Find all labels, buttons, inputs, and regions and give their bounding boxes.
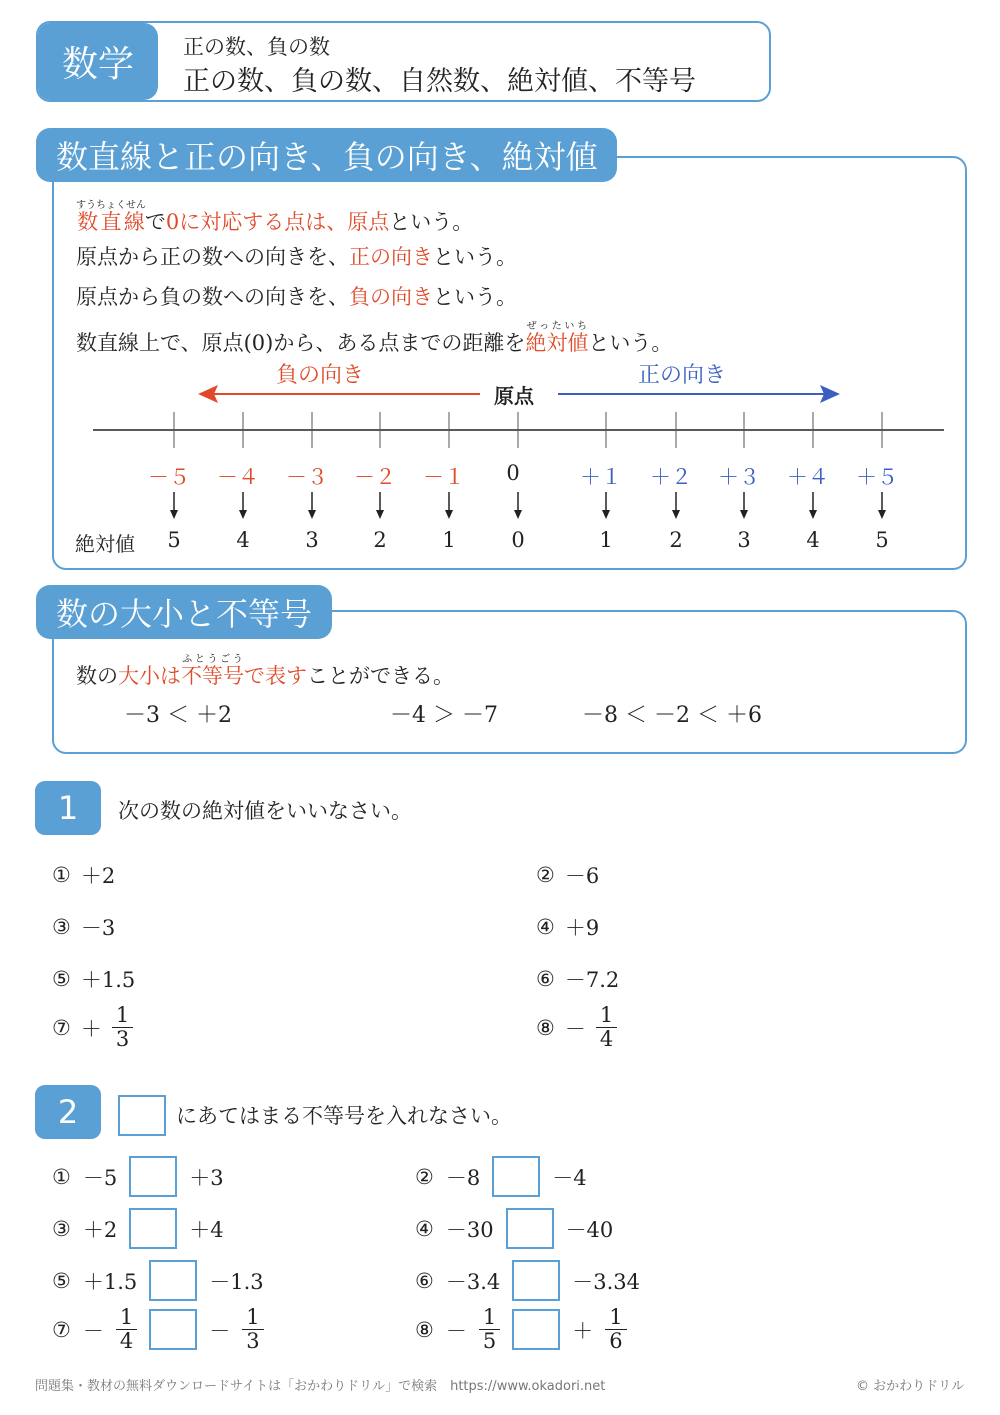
item-number: ④: [415, 1216, 434, 1241]
arrow-head: [376, 510, 384, 519]
item-value: －3: [80, 916, 116, 940]
answer-box[interactable]: [129, 1208, 177, 1249]
footer-text: 問題集・教材の無料ダウンロードサイトは「おかわりドリル」で検索 https://www.okadori.net: [35, 1379, 606, 1394]
question-2-item: [52, 1208, 224, 1249]
term: 数直線: [76, 210, 146, 234]
item-number: ⑧: [415, 1317, 434, 1342]
item-number: ①: [52, 1164, 71, 1189]
answer-box[interactable]: [129, 1156, 177, 1197]
answer-box[interactable]: [512, 1260, 560, 1301]
arrow-head: [445, 510, 453, 519]
ruby-term: [76, 200, 146, 234]
text: 原点から正の数への向きを、: [76, 245, 349, 269]
definition-line: [76, 321, 672, 357]
item-value: ＋2: [80, 864, 116, 888]
denominator: 5: [482, 1329, 497, 1354]
denominator: 3: [115, 1027, 130, 1052]
example-1: －3 ＜ ＋2: [124, 703, 232, 728]
item-number: ⑥: [415, 1268, 434, 1293]
definition-line: [76, 241, 517, 271]
text: ことができる。: [307, 664, 454, 688]
example-3: －8 ＜ －2 ＜ ＋6: [582, 703, 762, 728]
value-b: －40: [565, 1217, 614, 1242]
inequality-definition: [76, 654, 454, 690]
text: という。: [433, 285, 517, 309]
definition-line: [76, 200, 473, 236]
question-1-item: [52, 912, 115, 942]
tick-label: －４: [217, 465, 259, 489]
highlight-text: 正の向き: [349, 245, 433, 269]
item-number: ②: [415, 1164, 434, 1189]
numerator: 1: [242, 1306, 263, 1330]
absolute-value: 2: [373, 528, 387, 552]
text: 数の: [76, 664, 118, 688]
text: という。: [389, 210, 474, 234]
answer-box[interactable]: [492, 1156, 540, 1197]
value-b: ＋3: [189, 1165, 224, 1190]
item-number: ⑥: [536, 967, 555, 991]
fraction: [112, 1004, 133, 1051]
question-1-item: [536, 912, 599, 942]
header-title: 正の数、負の数、自然数、絶対値、不等号: [183, 66, 696, 97]
question-2-number: 2: [35, 1085, 101, 1139]
negative-direction-label: 負の向き: [276, 363, 365, 388]
question-1-item: [536, 964, 619, 994]
tick-label: ＋４: [787, 465, 829, 489]
answer-box[interactable]: [149, 1309, 197, 1350]
question-1-item: [52, 964, 135, 994]
highlight-text: 0に対応する点は、: [165, 210, 348, 234]
item-number: ③: [52, 1216, 71, 1241]
positive-direction-label: 正の向き: [638, 363, 727, 388]
text: という。: [433, 245, 517, 269]
text: 原点から負の数への向きを、: [76, 285, 349, 309]
absolute-value: 3: [305, 528, 319, 552]
absolute-value: 4: [236, 528, 250, 552]
item-value: －6: [564, 864, 600, 888]
origin-label: 原点: [494, 384, 534, 408]
answer-box[interactable]: [149, 1260, 197, 1301]
arrow-head: [809, 510, 817, 519]
arrow-head: [602, 510, 610, 519]
section-inequality-title: 数の大小と不等号: [36, 585, 332, 639]
text: という。: [588, 331, 673, 355]
tick-label: －３: [286, 465, 328, 489]
tick-label: ＋１: [580, 465, 622, 489]
answer-box-example: [118, 1095, 166, 1136]
tick-label: ＋３: [718, 465, 760, 489]
question-2-item: [415, 1306, 627, 1353]
item-number: ⑤: [52, 1268, 71, 1293]
definition-line: [76, 281, 517, 311]
text: 数直線上で、原点(0)から、ある点までの距離を: [76, 331, 526, 355]
item-value: －7.2: [564, 968, 620, 992]
absolute-value: 2: [669, 528, 683, 552]
question-2-item: [52, 1306, 264, 1353]
numerator: 1: [479, 1306, 500, 1330]
fraction: [596, 1004, 617, 1051]
footer-copyright: © おかわりドリル: [856, 1379, 965, 1394]
number-line-graphic: [0, 380, 1000, 520]
denominator: 4: [599, 1027, 614, 1052]
arrow-head: [239, 510, 247, 519]
item-number: ③: [52, 915, 71, 939]
arrow-head: [514, 510, 522, 519]
absolute-value: 1: [599, 528, 613, 552]
numerator: 1: [605, 1306, 626, 1330]
numerator: 1: [116, 1306, 137, 1330]
item-number: ①: [52, 863, 71, 887]
worksheet-header: [36, 21, 771, 102]
highlight-text: で表す: [244, 664, 307, 688]
value-a: ＋2: [82, 1217, 118, 1242]
value-b: －3.34: [572, 1269, 640, 1294]
sign: －: [209, 1318, 231, 1343]
question-1-number: 1: [35, 781, 101, 835]
value-b: ＋4: [189, 1217, 224, 1242]
arrow-head: [878, 510, 886, 519]
question-2-item: [415, 1260, 640, 1301]
item-number: ⑦: [52, 1317, 71, 1342]
denominator: 3: [246, 1329, 260, 1354]
term: 絶対値: [525, 331, 589, 355]
question-2-item: [52, 1260, 264, 1301]
highlight-text: 負の向き: [349, 285, 433, 309]
value-a: －8: [445, 1165, 481, 1190]
item-value: ＋1.5: [80, 968, 136, 992]
question-2-item: [415, 1208, 613, 1249]
furigana: すうちょくせん: [76, 200, 146, 211]
section-numberline-title: 数直線と正の向き、負の向き、絶対値: [36, 128, 617, 182]
question-2-text: にあてはまる不等号を入れなさい。: [176, 1104, 512, 1128]
value-a: ＋1.5: [82, 1269, 138, 1294]
item-number: ⑤: [52, 967, 71, 991]
text: で: [144, 210, 166, 234]
example-2: －4 ＞ －7: [390, 703, 498, 728]
question-2-item: [415, 1156, 587, 1197]
question-1-item: [536, 1004, 617, 1051]
value-a: －3.4: [445, 1269, 501, 1294]
absolute-value: 5: [167, 528, 181, 552]
absolute-value: 1: [442, 528, 456, 552]
answer-box[interactable]: [512, 1309, 560, 1350]
fraction: [242, 1306, 263, 1353]
subject-label: 数学: [38, 23, 158, 100]
absolute-value: 4: [806, 528, 820, 552]
header-subtitle: 正の数、負の数: [183, 35, 330, 59]
question-1-item: [52, 1004, 133, 1051]
furigana: ふとうごう: [181, 654, 244, 665]
furigana: ぜったいち: [525, 321, 589, 332]
question-1-item: [536, 860, 599, 890]
fraction: [605, 1306, 626, 1353]
highlight-text: 原点: [347, 210, 390, 234]
denominator: 4: [119, 1329, 134, 1354]
fraction: [116, 1306, 137, 1353]
absolute-value: 0: [511, 528, 525, 552]
item-number: ⑦: [52, 1015, 71, 1040]
term: 不等号: [181, 664, 244, 688]
tick-label: ＋５: [856, 465, 898, 489]
question-1-text: 次の数の絶対値をいいなさい。: [118, 799, 412, 823]
tick-label: －５: [148, 465, 190, 489]
numerator: 1: [596, 1004, 617, 1028]
value-b: －4: [552, 1165, 587, 1190]
value-a: －30: [445, 1217, 494, 1242]
tick-label: －１: [423, 465, 465, 489]
item-number: ②: [536, 863, 555, 887]
fraction: [479, 1306, 500, 1353]
value-b: －1.3: [209, 1269, 264, 1294]
ruby-term: [525, 321, 589, 355]
sign: －: [82, 1318, 104, 1343]
question-2-item: [52, 1156, 224, 1197]
arrow-head: [170, 510, 178, 519]
absolute-value-label: 絶対値: [75, 532, 135, 556]
arrow-head: [308, 510, 316, 519]
sign: －: [445, 1318, 467, 1343]
value-a: －5: [82, 1165, 118, 1190]
tick-label: 0: [506, 461, 520, 485]
item-number: ⑧: [536, 1015, 555, 1040]
numerator: 1: [112, 1004, 133, 1028]
question-1-item: [52, 860, 115, 890]
highlight-text: 大小は: [118, 664, 181, 688]
ruby-term: [181, 654, 244, 688]
item-value: ＋9: [564, 916, 600, 940]
absolute-value: 3: [737, 528, 751, 552]
arrow-head: [740, 510, 748, 519]
denominator: 6: [609, 1329, 623, 1354]
sign: －: [564, 1016, 586, 1041]
tick-label: －２: [354, 465, 396, 489]
tick-label: ＋２: [650, 465, 692, 489]
arrow-head: [672, 510, 680, 519]
sign: ＋: [80, 1016, 102, 1041]
answer-box[interactable]: [506, 1208, 554, 1249]
absolute-value: 5: [875, 528, 889, 552]
item-number: ④: [536, 915, 555, 939]
sign: ＋: [572, 1318, 594, 1343]
